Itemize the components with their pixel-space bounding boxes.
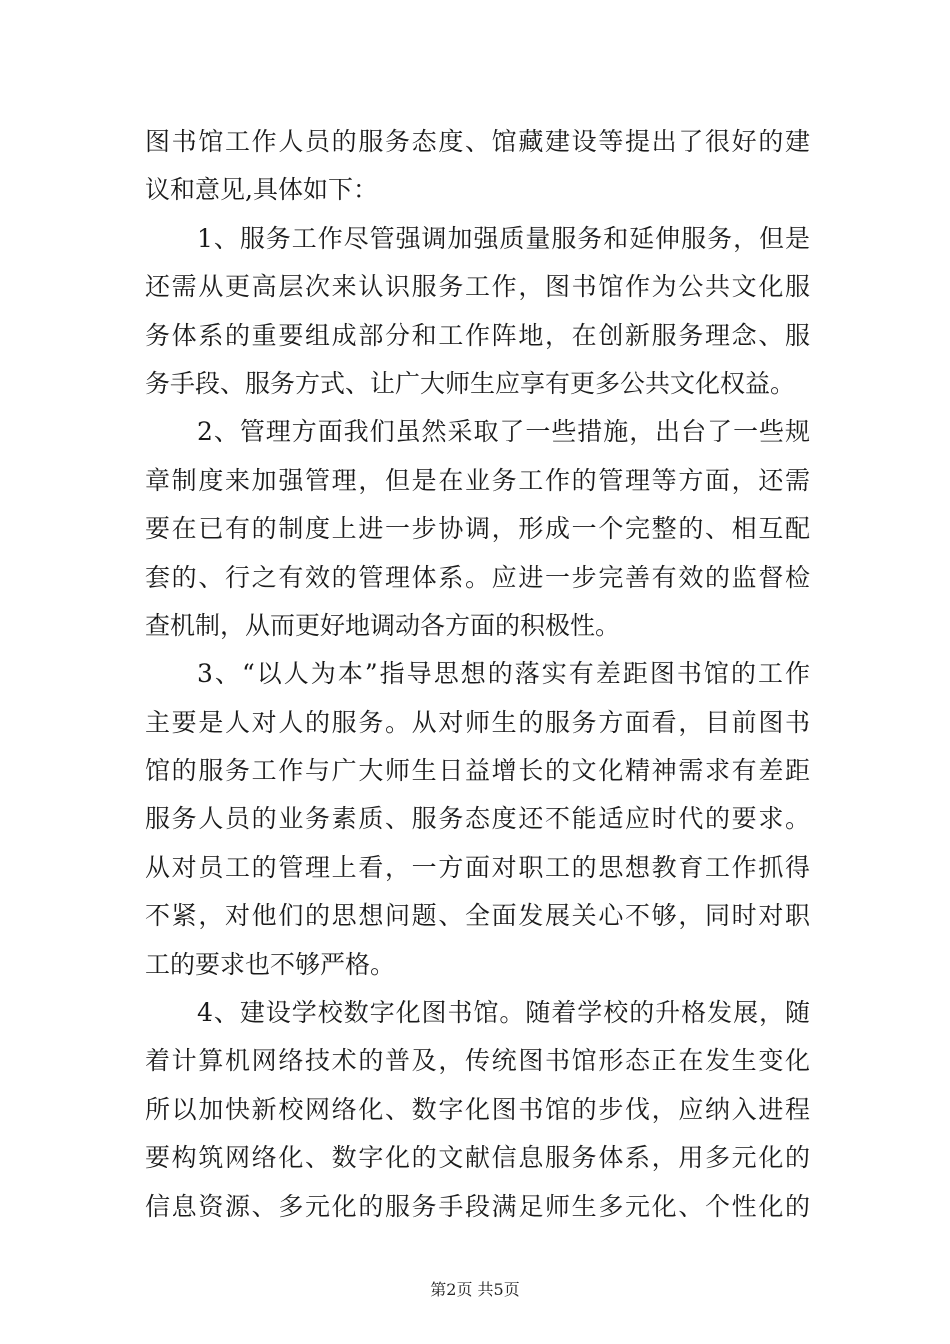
text-line: 信息资源、多元化的服务手段满足师生多元化、个性化的: [145, 1191, 810, 1221]
text-line: 查机制，从而更好地调动各方面的积极性。: [145, 610, 621, 640]
text-line: 1、服务工作尽管强调加强质量服务和延伸服务，但是: [197, 223, 810, 253]
text-line: 着计算机网络技术的普及，传统图书馆形态正在发生变化: [145, 1046, 810, 1076]
document-body: [145, 118, 810, 1231]
text-line: 务手段、服务方式、让广大师生应享有更多公共文化权益。: [145, 368, 796, 398]
text-line: 要在已有的制度上进一步协调，形成一个完整的、相互配: [145, 514, 810, 544]
text-line: 工的要求也不够严格。: [145, 949, 396, 979]
text-line: 不紧，对他们的思想问题、全面发展关心不够，同时对职: [145, 901, 810, 931]
page-number-footer: 第2页 共5页: [430, 1280, 520, 1299]
text-line: 还需从更高层次来认识服务工作，图书馆作为公共文化服: [145, 272, 810, 302]
text-line: 图书馆工作人员的服务态度、馆藏建设等提出了很好的建: [145, 127, 810, 156]
text-line: 章制度来加强管理，但是在业务工作的管理等方面，还需: [145, 465, 810, 495]
text-line: 从对员工的管理上看，一方面对职工的思想教育工作抓得: [145, 852, 810, 882]
text-line: 套的、行之有效的管理体系。应进一步完善有效的监督检: [145, 562, 810, 592]
text-line: 议和意见,具体如下：: [145, 175, 378, 205]
text-line: 服务人员的业务素质、服务态度还不能适应时代的要求。: [145, 804, 810, 834]
text-line: 3、“以人为本”指导思想的落实有差距图书馆的工作: [197, 659, 810, 689]
text-line: 务体系的重要组成部分和工作阵地，在创新服务理念、服: [145, 320, 810, 350]
text-line: 2、管理方面我们虽然采取了一些措施，出台了一些规: [197, 417, 810, 447]
text-line: 主要是人对人的服务。从对师生的服务方面看，目前图书: [145, 707, 810, 737]
text-line: 所以加快新校网络化、数字化图书馆的步伐，应纳入进程: [145, 1094, 810, 1124]
text-line: 4、建设学校数字化图书馆。随着学校的升格发展，随: [197, 998, 810, 1028]
text-line: 馆的服务工作与广大师生日益增长的文化精神需求有差距: [145, 756, 810, 786]
text-line: 要构筑网络化、数字化的文献信息服务体系，用多元化的: [145, 1143, 810, 1173]
